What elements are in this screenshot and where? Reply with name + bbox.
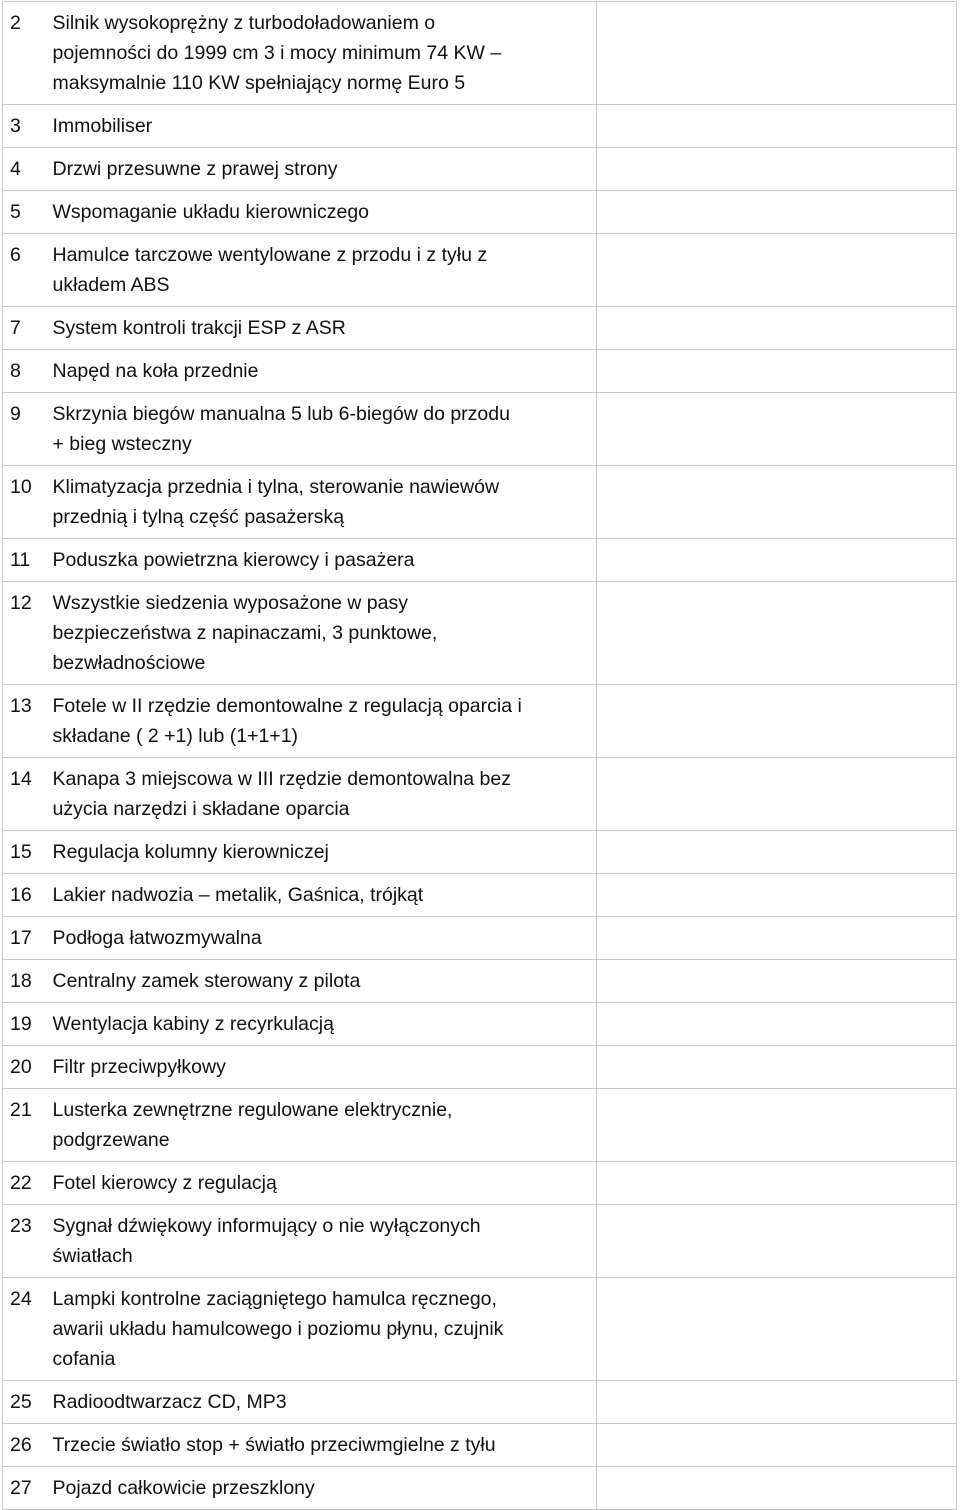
offered-value-cell [597,1467,957,1510]
table-row [3,582,957,685]
requirement-text: Napęd na koła przednie [52,360,259,382]
row-number: 7 [10,317,21,339]
table-row [3,105,957,148]
row-number-cell [3,831,47,874]
requirement-cell [47,1424,597,1467]
table-row [3,148,957,191]
table-row [3,307,957,350]
offered-value-cell [597,874,957,917]
table-row [3,539,957,582]
row-number-cell [3,582,47,685]
requirement-text: Lusterka zewnętrzne regulowane elektrycznie, podgrzewane [52,1099,453,1151]
offered-value-cell [597,539,957,582]
requirement-text: Wszystkie siedzenia wyposażone w pasy bezpieczeństwa z napinaczami, 3 punktowe, bezwładnościowe [52,592,438,674]
row-number: 19 [10,1013,32,1035]
row-number: 27 [10,1477,32,1499]
requirement-text: Lakier nadwozia – metalik, Gaśnica, trójkąt [52,884,424,906]
row-number-cell [3,2,47,105]
row-number-cell [3,758,47,831]
offered-value-cell [597,1046,957,1089]
row-number: 8 [10,360,21,382]
row-number: 26 [10,1434,32,1456]
row-number: 18 [10,970,32,992]
row-number: 25 [10,1391,32,1413]
offered-value-cell [597,758,957,831]
row-number-cell [3,466,47,539]
offered-value-cell [597,1089,957,1162]
row-number-cell [3,960,47,1003]
row-number: 23 [10,1215,32,1237]
row-number: 3 [10,115,21,137]
row-number: 14 [10,768,32,790]
table-row [3,1162,957,1205]
row-number-cell [3,350,47,393]
row-number-cell [3,1424,47,1467]
requirement-text: Hamulce tarczowe wentylowane z przodu i z tyłu z układem ABS [52,244,488,296]
row-number-cell [3,539,47,582]
row-number: 20 [10,1056,32,1078]
specification-table-body [3,2,957,1510]
table-row [3,1089,957,1162]
requirement-cell [47,582,597,685]
row-number-cell [3,1381,47,1424]
row-number-cell [3,1162,47,1205]
row-number: 2 [10,12,21,34]
table-row [3,1003,957,1046]
requirement-cell [47,917,597,960]
row-number: 5 [10,201,21,223]
requirement-text: Wspomaganie układu kierowniczego [52,201,370,223]
requirement-text: Filtr przeciwpyłkowy [52,1056,226,1078]
offered-value-cell [597,582,957,685]
row-number: 22 [10,1172,32,1194]
requirement-cell [47,105,597,148]
requirement-cell [47,191,597,234]
table-row [3,393,957,466]
requirement-text: Radioodtwarzacz CD, MP3 [52,1391,287,1413]
row-number-cell [3,307,47,350]
requirement-text: Sygnał dźwiękowy informujący o nie wyłączonych światłach [52,1215,481,1267]
row-number: 11 [10,549,31,571]
requirement-text: Regulacja kolumny kierowniczej [52,841,329,863]
requirement-text: Klimatyzacja przednia i tylna, sterowanie nawiewów przednią i tylną część pasażerską [52,476,500,528]
requirement-text: Kanapa 3 miejscowa w III rzędzie demontowalna bez użycia narzędzi i składane oparcia [52,768,511,820]
offered-value-cell [597,685,957,758]
requirement-text: Centralny zamek sterowany z pilota [52,970,361,992]
row-number: 21 [10,1099,32,1121]
row-number: 17 [10,927,32,949]
requirement-cell [47,960,597,1003]
row-number-cell [3,874,47,917]
requirement-cell [47,2,597,105]
requirement-text: Skrzynia biegów manualna 5 lub 6-biegów do przodu + bieg wsteczny [52,403,510,455]
table-row [3,350,957,393]
requirement-text: Wentylacja kabiny z recyrkulacją [52,1013,334,1035]
row-number-cell [3,234,47,307]
row-number-cell [3,393,47,466]
offered-value-cell [597,1278,957,1381]
row-number-cell [3,1089,47,1162]
table-row [3,1424,957,1467]
requirement-cell [47,1278,597,1381]
row-number-cell [3,1278,47,1381]
requirement-cell [47,148,597,191]
requirement-cell [47,874,597,917]
row-number-cell [3,1003,47,1046]
requirement-text: Poduszka powietrzna kierowcy i pasażera [52,549,415,571]
row-number-cell [3,1046,47,1089]
offered-value-cell [597,831,957,874]
requirement-text: Pojazd całkowicie przeszklony [52,1477,315,1499]
table-row [3,874,957,917]
requirement-cell [47,758,597,831]
offered-value-cell [597,2,957,105]
requirement-cell [47,685,597,758]
table-row [3,1046,957,1089]
offered-value-cell [597,148,957,191]
offered-value-cell [597,393,957,466]
requirement-text: Fotel kierowcy z regulacją [52,1172,277,1194]
offered-value-cell [597,307,957,350]
table-row [3,2,957,105]
requirement-text: Trzecie światło stop + światło przeciwmgielne z tyłu [52,1434,496,1456]
requirement-text: Drzwi przesuwne z prawej strony [52,158,338,180]
requirement-cell [47,831,597,874]
offered-value-cell [597,1381,957,1424]
row-number-cell [3,1467,47,1510]
requirement-text: Lampki kontrolne zaciągniętego hamulca ręcznego, awarii układu hamulcowego i poziomu płynu, czujnik cofania [52,1288,504,1370]
offered-value-cell [597,350,957,393]
row-number: 4 [10,158,21,180]
row-number: 24 [10,1288,32,1310]
offered-value-cell [597,1003,957,1046]
requirement-cell [47,393,597,466]
requirement-cell [47,1467,597,1510]
row-number: 16 [10,884,32,906]
requirement-cell [47,1205,597,1278]
table-row [3,1467,957,1510]
offered-value-cell [597,234,957,307]
table-row [3,1381,957,1424]
offered-value-cell [597,917,957,960]
table-row [3,685,957,758]
row-number: 10 [10,476,32,498]
requirement-cell [47,350,597,393]
requirement-text: Silnik wysokoprężny z turbodoładowaniem o pojemności do 1999 cm 3 i mocy minimum 74 KW – maksymalnie 110 KW spełniający normę Euro 5 [52,12,502,94]
offered-value-cell [597,1424,957,1467]
requirement-text: Immobiliser [52,115,153,137]
requirement-cell [47,307,597,350]
requirement-cell [47,1089,597,1162]
requirement-cell [47,1162,597,1205]
table-row [3,191,957,234]
row-number: 13 [10,695,32,717]
row-number: 15 [10,841,32,863]
requirement-cell [47,1003,597,1046]
requirement-cell [47,234,597,307]
requirement-cell [47,1381,597,1424]
requirement-cell [47,1046,597,1089]
table-row [3,466,957,539]
offered-value-cell [597,1205,957,1278]
offered-value-cell [597,191,957,234]
table-row [3,960,957,1003]
offered-value-cell [597,1162,957,1205]
row-number: 9 [10,403,21,425]
table-row [3,1278,957,1381]
requirement-text: System kontroli trakcji ESP z ASR [52,317,346,339]
offered-value-cell [597,960,957,1003]
requirement-cell [47,466,597,539]
requirement-text: Fotele w II rzędzie demontowalne z regulacją oparcia i składane ( 2 +1) lub (1+1+1) [52,695,522,747]
row-number-cell [3,148,47,191]
row-number-cell [3,685,47,758]
table-row [3,234,957,307]
specification-table [2,1,957,1510]
row-number: 6 [10,244,21,266]
row-number-cell [3,191,47,234]
table-row [3,831,957,874]
row-number-cell [3,1205,47,1278]
table-row [3,758,957,831]
offered-value-cell [597,105,957,148]
row-number-cell [3,917,47,960]
table-row [3,1205,957,1278]
requirement-text: Podłoga łatwozmywalna [52,927,262,949]
requirement-cell [47,539,597,582]
row-number: 12 [10,592,32,614]
table-row [3,917,957,960]
row-number-cell [3,105,47,148]
offered-value-cell [597,466,957,539]
